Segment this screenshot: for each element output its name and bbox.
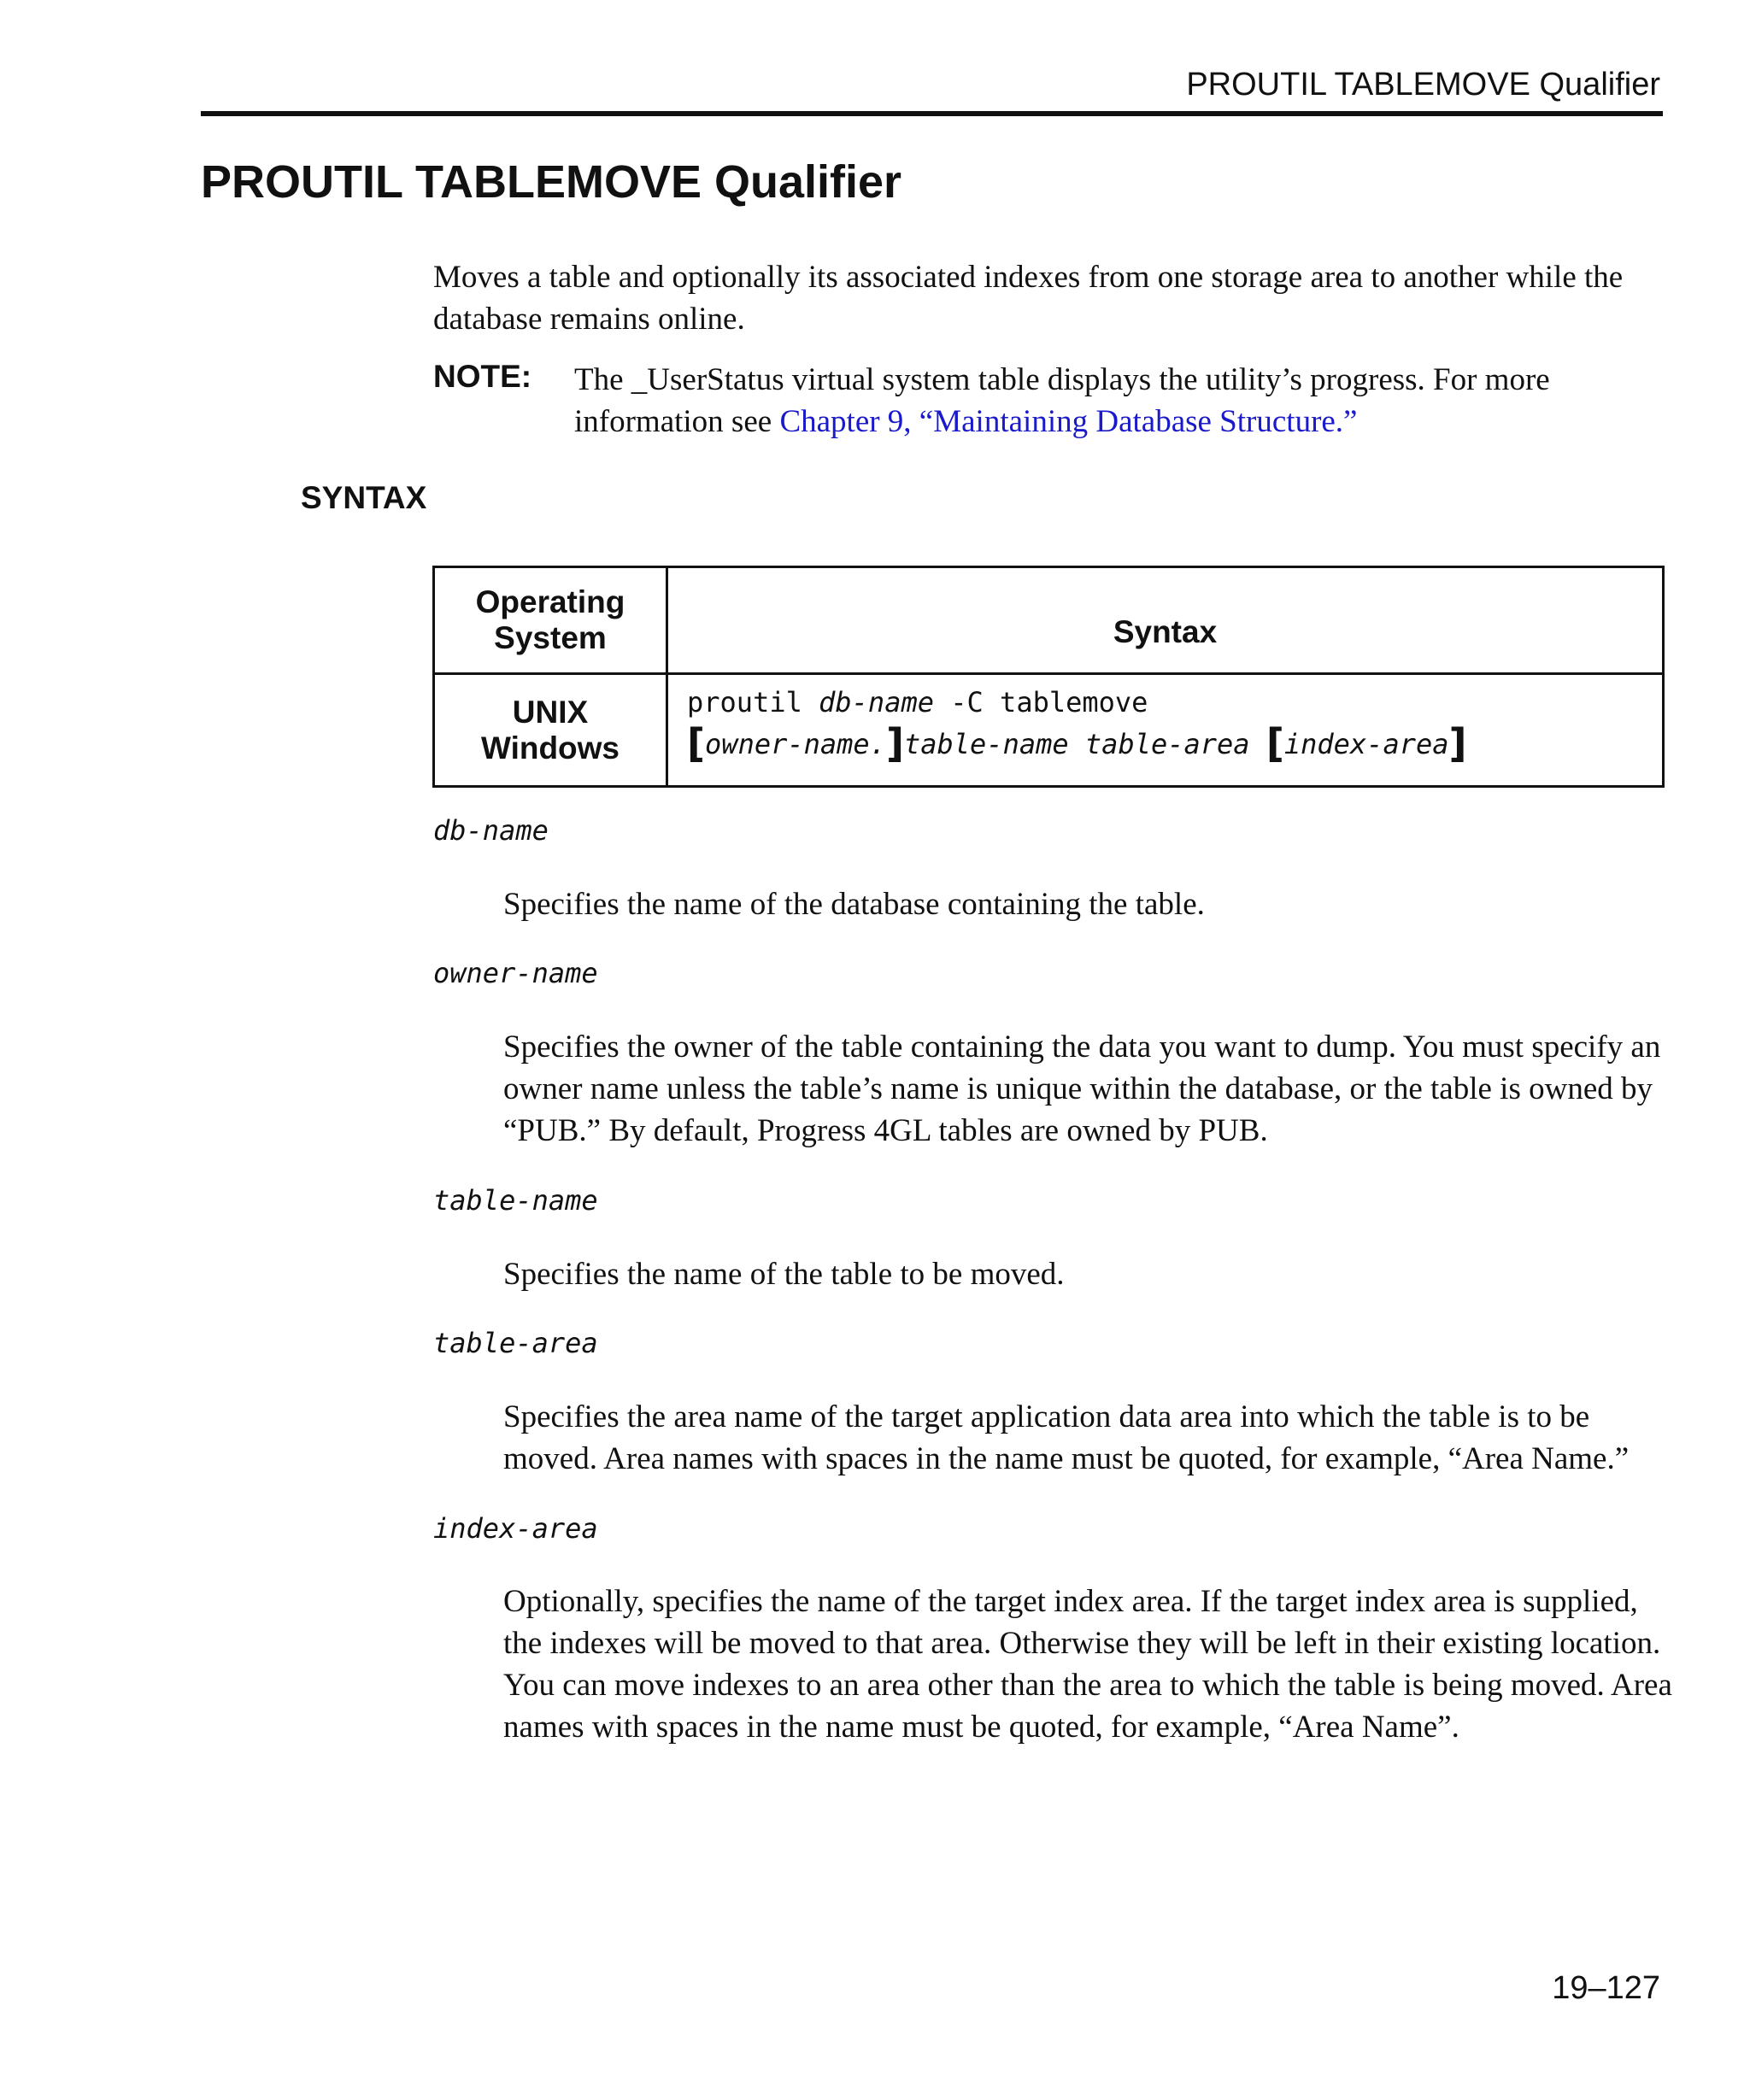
param-term-table-name: table-name: [433, 1184, 598, 1217]
os-unix: UNIX: [512, 694, 589, 730]
os-cell: [434, 674, 667, 787]
open-bracket: [: [687, 720, 706, 766]
syntax-option: -C tablemove: [950, 686, 1148, 719]
syntax-table-row: [434, 674, 1664, 787]
note-label: NOTE:: [433, 359, 532, 394]
running-header: PROUTIL TABLEMOVE Qualifier: [1186, 67, 1660, 103]
param-desc-index-area: Optionally, specifies the name of the target index area. If the target index area is supplied, the indexes will be moved to that area. Otherwise they will be left in their existing location. You can move indexes to an area other than the area to which the table is being moved. Area names with spaces in the name must be quoted, for example, “Area Name”.: [503, 1584, 1672, 1745]
close-bracket: ]: [1448, 720, 1467, 766]
intro-paragraph: Moves a table and optionally its associated indexes from one storage area to another while the database remains online.: [433, 260, 1624, 337]
note-body: The _UserStatus virtual system table displays the utility’s progress. For more information see: [574, 362, 1550, 439]
syntax-cell: [667, 674, 1664, 787]
col-os-line1: Operating: [475, 584, 625, 619]
note-text: [574, 359, 1677, 443]
syntax-index-area: index-area: [1283, 728, 1449, 760]
param-desc-table-name: Specifies the name of the table to be moved.: [503, 1257, 1065, 1292]
close-bracket: ]: [885, 720, 904, 766]
col-os-line2: System: [494, 620, 607, 655]
syntax-db-name: db-name: [819, 686, 934, 719]
syntax-cmd: proutil: [687, 686, 802, 719]
syntax-table: [432, 566, 1665, 788]
syntax-line-1: [687, 682, 1662, 723]
col-syntax: Syntax: [667, 567, 1664, 674]
param-desc-owner-name: Specifies the owner of the table containing the data you want to dump. You must specify an owner name unless the table’s name is unique within the database, or the table is owned by “PUB.” By default, Progress 4GL tables are owned by PUB.: [503, 1029, 1661, 1148]
param-term-index-area: index-area: [433, 1512, 598, 1545]
syntax-table-area: table-area: [1084, 728, 1250, 760]
chapter-9-link[interactable]: Chapter 9, “Maintaining Database Structure.”: [779, 404, 1358, 439]
col-operating-system: [434, 567, 667, 674]
param-term-owner-name: owner-name: [433, 957, 598, 989]
param-term-db-name: db-name: [433, 814, 549, 847]
page-title: PROUTIL TABLEMOVE Qualifier: [201, 156, 902, 208]
open-bracket: [: [1266, 720, 1284, 766]
os-windows: Windows: [480, 730, 620, 766]
syntax-table-header-row: [434, 567, 1664, 674]
syntax-owner-name: owner-name.: [705, 728, 886, 760]
param-desc-db-name: Specifies the name of the database containing the table.: [503, 887, 1205, 922]
page-number: 19–127: [1552, 1970, 1660, 2006]
param-desc-table-area: Specifies the area name of the target application data area into which the table is to be moved. Area names with spaces in the name must be quoted, for example, “Area Name.”: [503, 1399, 1630, 1476]
syntax-line-2: [687, 720, 1662, 766]
header-rule: [201, 111, 1663, 116]
param-term-table-area: table-area: [433, 1327, 598, 1359]
syntax-table-name: table-name: [903, 728, 1069, 760]
syntax-heading: SYNTAX: [301, 480, 427, 515]
